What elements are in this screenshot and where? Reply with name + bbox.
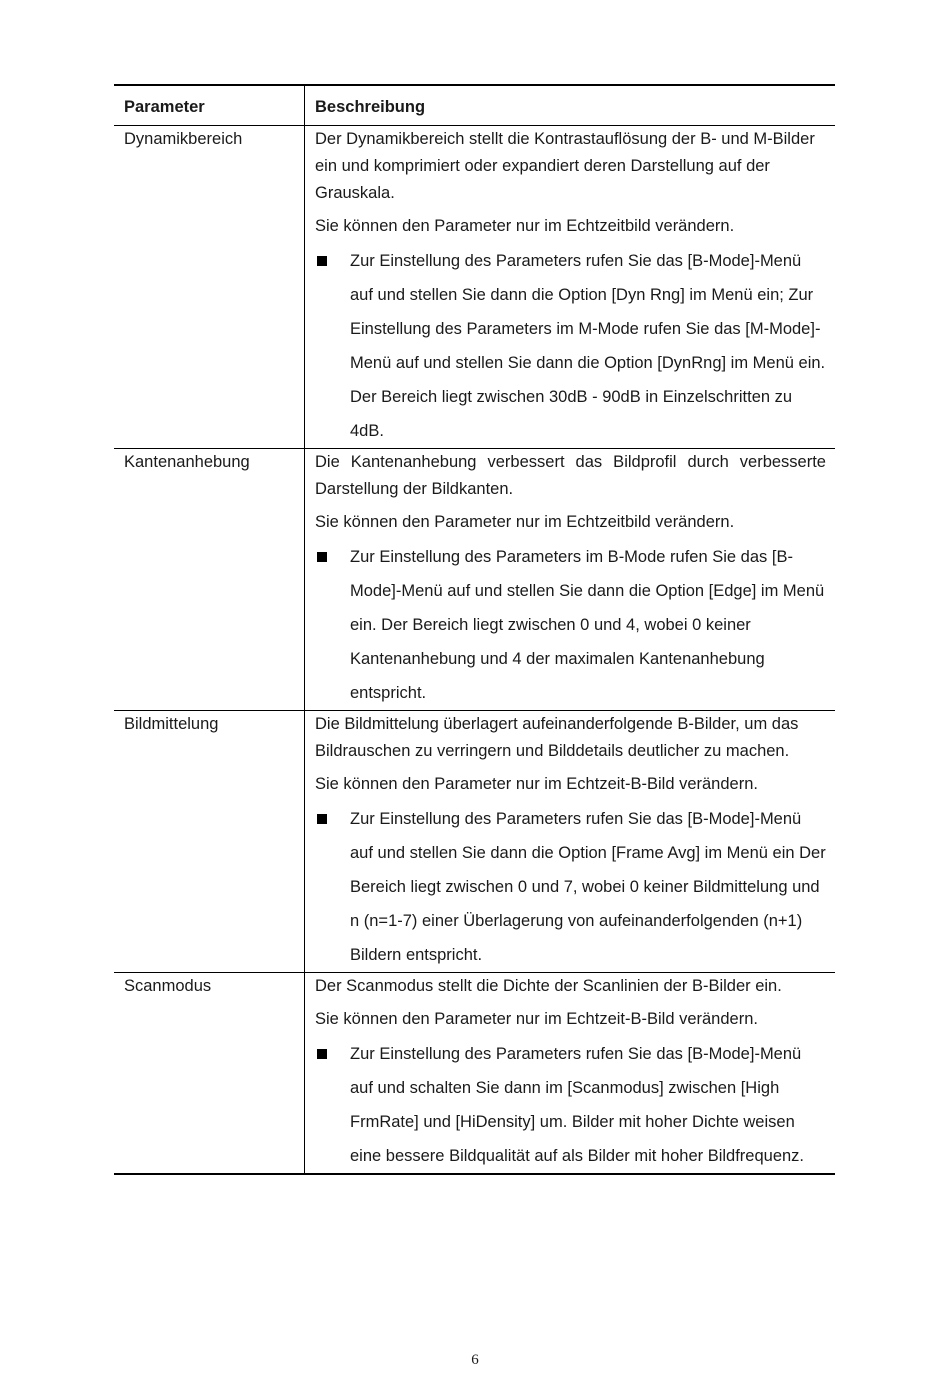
- square-bullet-icon: [317, 1049, 327, 1059]
- table-row: [114, 448, 835, 710]
- bullet-item: [315, 244, 826, 448]
- description-paragraph: Sie können den Parameter nur im Echtzeit-B-Bild verändern.: [315, 775, 758, 793]
- description-paragraph: Sie können den Parameter nur im Echtzeitbild verändern.: [315, 217, 735, 235]
- parameter-name: Dynamikbereich: [114, 126, 305, 448]
- bullet-text: Zur Einstellung des Parameters rufen Sie das [B-Mode]-Menü auf und schalten Sie dann im [Scanmodus] zwischen [High FrmRate] und [HiDensity] um. Bilder mit hoher Dichte weisen eine bessere Bildqualität auf als Bilder mit hoher Bildfrequenz.: [350, 1045, 805, 1165]
- bullet-item: [315, 540, 826, 710]
- bullet-text: Zur Einstellung des Parameters im B-Mode rufen Sie das [B-Mode]-Menü auf und stellen Sie dann die Option [Edge] im Menü ein. Der Bereich liegt zwischen 0 und 4, wobei 0 keiner Kantenanhebung und 4 der maximalen Kantenanhebung entspricht.: [350, 548, 825, 702]
- bullet-text: Zur Einstellung des Parameters rufen Sie das [B-Mode]-Menü auf und stellen Sie dann die Option [Frame Avg] im Menü ein Der Bereich liegt zwischen 0 und 7, wobei 0 keiner Bildmittelung und n (n=1-7) einer Überlagerung von aufeinanderfolgenden (n+1) Bildern entspricht.: [350, 810, 826, 964]
- description-paragraph: Der Dynamikbereich stellt die Kontrastauflösung der B- und M-Bilder ein und komprimiert oder expandiert deren Darstellung auf der Grauskala.: [315, 130, 815, 202]
- parameter-description: [305, 126, 835, 448]
- parameter-description: [305, 711, 835, 972]
- table-row: [114, 125, 835, 448]
- description-paragraph: Sie können den Parameter nur im Echtzeit-B-Bild verändern.: [315, 1010, 758, 1028]
- parameter-name: Bildmittelung: [114, 711, 305, 972]
- parameter-name: Scanmodus: [114, 973, 305, 1173]
- square-bullet-icon: [317, 552, 327, 562]
- bullet-text: Zur Einstellung des Parameters rufen Sie das [B-Mode]-Menü auf und stellen Sie dann die Option [Dyn Rng] im Menü ein; Zur Einstellung des Parameters im M-Mode rufen Sie das [M-Mode]-Menü auf und stellen Sie dann die Option [DynRng] im Menü ein. Der Bereich liegt zwischen 30dB - 90dB in Einzelschritten zu 4dB.: [350, 252, 826, 440]
- bullet-item: [315, 1037, 826, 1173]
- square-bullet-icon: [317, 256, 327, 266]
- description-paragraph: Die Bildmittelung überlagert aufeinanderfolgende B-Bilder, um das Bildrauschen zu verringern und Bilddetails deutlicher zu machen.: [315, 715, 799, 760]
- header-description: Beschreibung: [315, 98, 426, 116]
- square-bullet-icon: [317, 814, 327, 824]
- description-paragraph: Die Kantenanhebung verbessert das Bildprofil durch verbesserte Darstellung der Bildkanten.: [315, 453, 826, 498]
- description-paragraph: Der Scanmodus stellt die Dichte der Scanlinien der B-Bilder ein.: [315, 977, 782, 995]
- parameter-description: [305, 449, 835, 710]
- parameter-description: [305, 973, 835, 1173]
- parameter-table: [114, 84, 835, 1175]
- table-row: [114, 972, 835, 1173]
- bullet-item: [315, 802, 826, 972]
- parameter-name: Kantenanhebung: [114, 449, 305, 710]
- description-paragraph: Sie können den Parameter nur im Echtzeitbild verändern.: [315, 513, 735, 531]
- table-row: [114, 710, 835, 972]
- page-number: 6: [471, 1352, 479, 1368]
- table-header-row: [114, 86, 835, 125]
- header-parameter: Parameter: [114, 86, 305, 125]
